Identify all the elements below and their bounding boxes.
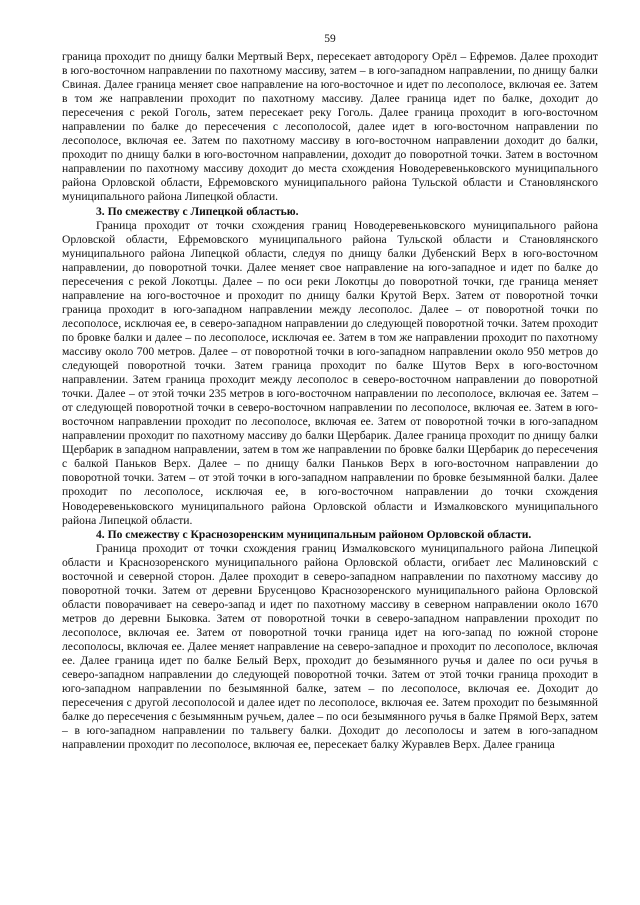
section-heading-lipetsk: 3. По смежеству с Липецкой областью.	[96, 204, 299, 218]
document-page	[62, 32, 598, 752]
section-heading-krasnozorensky: 4. По смежеству с Краснозоренским муниципальным районом Орловской области.	[96, 527, 532, 541]
paragraph-lipetsk-border: Граница проходит от точки схождения границ Новодеревеньковского муниципального района Орловской области, Ефремовского муниципального района Тульской области и Становлянского муниципального района Липецкой области, следуя по днищу балки Дубенский Верх в юго-восточном направлении, до поворотной точки. Далее меняет свое направление на юго-западное и идет по балке до пересечения с рекой Локотцы. Далее – по оси реки Локотцы до поворотной точки, где граница меняет направление на юго-восточное и проходит по днищу балки Крутой Верх. Затем от поворотной точки граница проходит в юго-западном направлении между лесополос. Далее – от поворотной точки по лесополосе, исключая ее, в северо-западном направлении до следующей поворотной точки. Затем проходит по бровке балки и далее – по лесополосе, исключая ее. Затем в том же направлении проходит по пахотному массиву около 700 метров. Далее – от поворотной точки в юго-западном направлении около 950 метров до следующей поворотной точки. Затем граница проходит по балке Шутов Верх в юго-восточном направлении. Затем граница проходит между лесополос в северо-восточном направлении до поворотной точки. Далее – от этой точки 235 метров в юго-восточном направлении по лесополосе, включая ее. Затем – от следующей поворотной точки в северо-восточном направлении по лесополосе, включая ее. Затем в юго-восточном направлении проходит по лесополосе, включая ее. Затем от поворотной точки в юго-западном направлении проходит по пахотному массиву до балки Щербарик. Далее граница проходит по днищу балки Щербарик в западном направлении, затем в том же направлении по бровке балки Щербарик до пересечения с балкой Паньков Верх. Далее – по днищу балки Паньков Верх в юго-восточном направлении до поворотной точки. Затем – от этой точки в юго-западном направлении по бровке безымянной балки. Далее проходит по лесополосе, исключая ее, в юго-восточном направлении до точки схождения Новодеревеньковского муниципального района Орловской области и Измалковского муниципального района Липецкой области.	[62, 218, 598, 527]
paragraph-continuation: граница проходит по днищу балки Мертвый Верх, пересекает автодорогу Орёл – Ефремов. Далее проходит в юго-восточном направлении по пахотному массиву, затем – в юго-западном направлении, по днищу балки Свиная. Далее граница меняет свое направление на юго-восточное и идет по лесополосе, включая ее. Затем в том же направлении проходит по пахотному массиву. Далее граница идет по балке, доходит до пересечения с рекой Гоголь, затем пересекает реку Гоголь. Далее граница проходит в юго-восточном направлении по балке до пересечения с лесополосой, далее идет в юго-восточном направлении по лесополосе, включая ее. Затем по пахотному массиву в юго-восточном направлении доходит до балки, проходит по днищу балки в юго-восточном направлении, доходит до поворотной точки. Затем в восточном направлении по пахотному массиву доходит до места схождения Новодеревеньковского муниципального района Орловской области, Ефремовского муниципального района Тульской области и Становлянского муниципального района Липецкой области.	[62, 50, 598, 204]
page-number: 59	[324, 33, 336, 45]
paragraph-krasnozorensky-border: Граница проходит от точки схождения границ Измалковского муниципального района Липецкой области и Краснозоренского муниципального района Орловской области, огибает лес Малиновский с восточной и северной сторон. Далее проходит в северо-западном направлении по пахотному массиву до поворотной точки. Затем от деревни Брусенцово Краснозоренского муниципального района Орловской области поворачивает на северо-запад и идет по пахотному массиву в северном направлении около 1670 метров до деревни Быковка. Затем от поворотной точки в северо-западном направлении проходит по лесополосе, включая ее. Затем от поворотной точки граница идет на юго-запад по южной стороне лесополосы, включая ее. Далее меняет направление на северо-западное и проходит по лесополосе, включая ее. Далее граница идет по балке Белый Верх, проходит до безымянного ручья и далее по оси ручья в северо-западном направлении до следующей поворотной точки. Затем от этой точки граница проходит в юго-западном направлении по безымянной балке, затем – по лесополосе, включая ее. Доходит до пересечения с другой лесополосой и далее идет по лесополосе, включая ее. Затем проходит по безымянной балке до пересечения с безымянным ручьем, далее – по оси безымянного ручья в балке Прямой Верх, затем – в юго-западном направлении по тальвегу балки. Доходит до лесополосы и затем в юго-западном направлении проходит по лесополосе, включая ее, пересекает балку Журавлев Верх. Далее граница	[62, 541, 598, 752]
